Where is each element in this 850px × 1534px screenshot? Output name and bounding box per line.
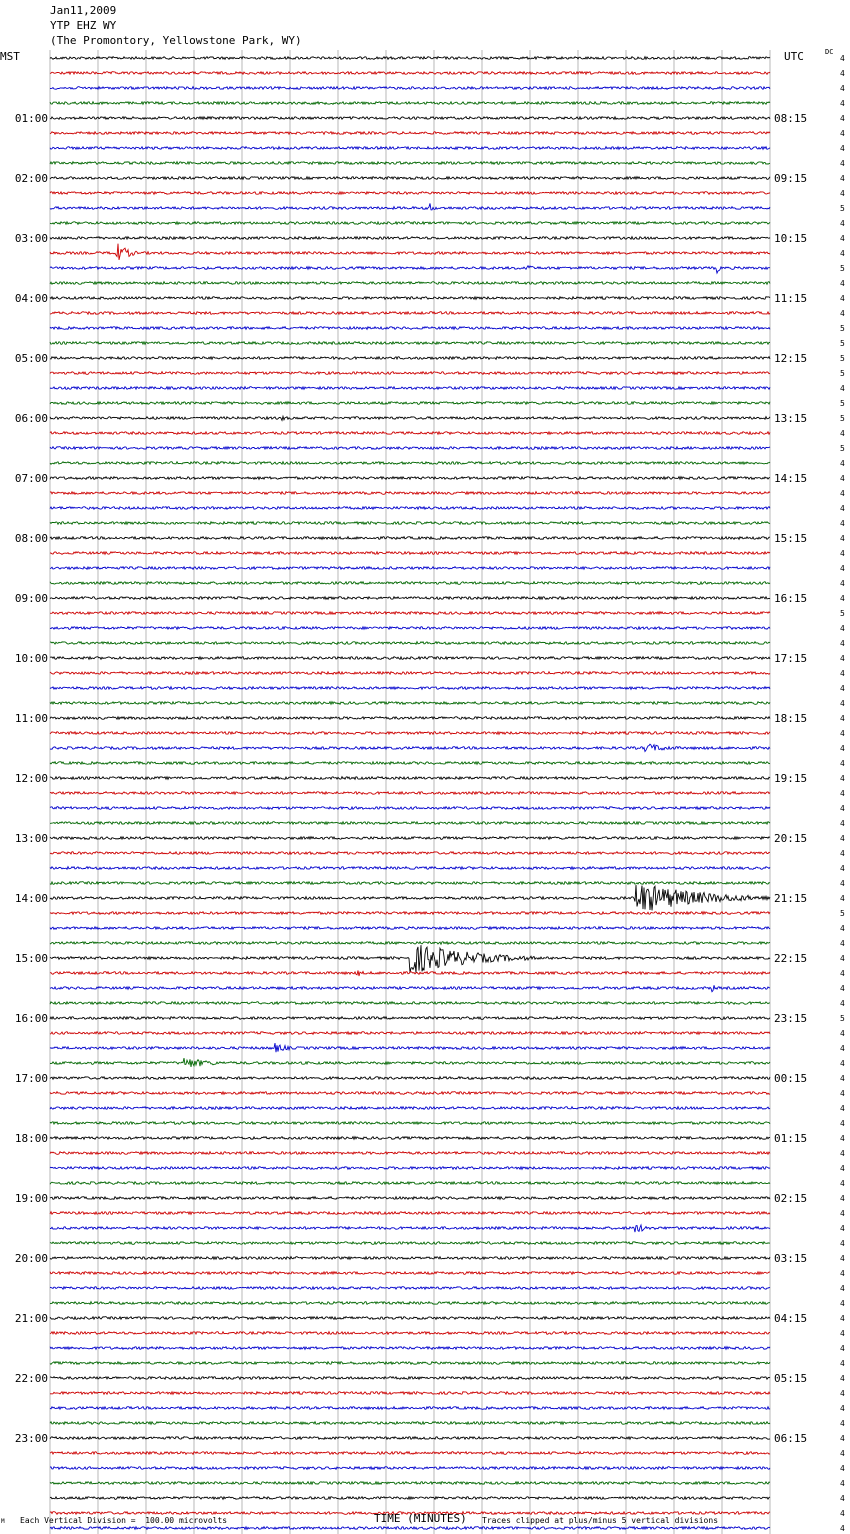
dc-offset-label: 5 <box>840 399 845 408</box>
mst-hour-label: 14:00 <box>14 892 48 905</box>
trace-line <box>50 942 770 945</box>
dc-offset-label: 4 <box>840 234 845 243</box>
utc-hour-label: 19:15 <box>774 772 808 785</box>
dc-offset-label: 4 <box>840 1119 845 1128</box>
utc-hour-label: 20:15 <box>774 832 808 845</box>
utc-hour-label: 23:15 <box>774 1012 808 1025</box>
dc-offset-label: 4 <box>840 99 845 108</box>
mst-hour-label: 20:00 <box>14 1252 48 1265</box>
dc-offset-label: 4 <box>840 1104 845 1113</box>
trace-line <box>50 507 770 510</box>
trace-line <box>50 985 770 991</box>
dc-offset-label: 5 <box>840 339 845 348</box>
trace-line <box>50 1242 770 1245</box>
dc-offset-label: 5 <box>840 609 845 618</box>
trace-line <box>50 416 770 420</box>
dc-offset-label: 4 <box>840 1059 845 1068</box>
dc-offset-label: 4 <box>840 804 845 813</box>
dc-offset-label: 4 <box>840 1434 845 1443</box>
utc-hour-label: 01:15 <box>774 1132 808 1145</box>
utc-hour-label: 11:15 <box>774 292 808 305</box>
trace-line <box>50 717 770 720</box>
dc-offset-label: 4 <box>840 1509 845 1518</box>
trace-line <box>50 1182 770 1185</box>
mst-label: MST <box>0 50 20 63</box>
dc-offset-label: 5 <box>840 444 845 453</box>
trace-line <box>50 432 770 435</box>
trace-line <box>50 912 770 915</box>
trace-line <box>50 582 770 585</box>
dc-offset-label: 4 <box>840 1164 845 1173</box>
trace-line <box>50 1043 770 1052</box>
dc-offset-label: 4 <box>840 1149 845 1158</box>
dc-offset-label: 4 <box>840 459 845 468</box>
trace-line <box>50 162 770 165</box>
dc-offset-label: 4 <box>840 144 845 153</box>
dc-offset-label: 4 <box>840 489 845 498</box>
mst-hour-label: 09:00 <box>14 592 48 605</box>
trace-line <box>50 237 770 240</box>
dc-offset-label: 4 <box>840 1494 845 1503</box>
dc-offset-label: 4 <box>840 1389 845 1398</box>
dc-offset-label: 4 <box>840 189 845 198</box>
utc-hour-label: 18:15 <box>774 712 808 725</box>
dc-offset-label: 4 <box>840 1209 845 1218</box>
date-label: Jan11,2009 <box>50 4 117 17</box>
trace-line <box>50 867 770 870</box>
mst-hour-label: 16:00 <box>14 1012 48 1025</box>
trace-line <box>50 1032 770 1035</box>
mst-hour-label: 13:00 <box>14 832 48 845</box>
trace-line <box>50 1107 770 1110</box>
dc-offset-label: 4 <box>840 159 845 168</box>
trace-line <box>50 357 770 360</box>
trace-line <box>50 777 770 780</box>
dc-offset-label: 4 <box>840 744 845 753</box>
trace-line <box>50 1077 770 1080</box>
mst-hour-label: 03:00 <box>14 232 48 245</box>
utc-hour-label: 10:15 <box>774 232 808 245</box>
mst-hour-label: 01:00 <box>14 112 48 125</box>
dc-offset-label: 4 <box>840 759 845 768</box>
mst-hour-label: 05:00 <box>14 352 48 365</box>
grid-layer <box>50 50 770 1534</box>
dc-offset-label: 4 <box>840 1089 845 1098</box>
trace-line <box>50 222 770 225</box>
trace-line <box>50 882 770 885</box>
trace-line <box>50 1017 770 1020</box>
dc-offset-label: 4 <box>840 594 845 603</box>
trace-line <box>50 657 770 660</box>
dc-offset-label: 4 <box>840 114 845 123</box>
dc-offset-label: 4 <box>840 1029 845 1038</box>
dc-offset-label: 4 <box>840 564 845 573</box>
utc-hour-label: 22:15 <box>774 952 808 965</box>
dc-offset-label: 5 <box>840 324 845 333</box>
trace-line <box>50 1497 770 1500</box>
dc-offset-label: 4 <box>840 1044 845 1053</box>
trace-line <box>50 147 770 150</box>
utc-hour-label: 21:15 <box>774 892 808 905</box>
trace-line <box>50 1167 770 1170</box>
trace-line <box>50 1482 770 1485</box>
utc-hour-label: 17:15 <box>774 652 808 665</box>
station-label: YTP EHZ WY <box>50 19 117 32</box>
utc-hour-label: 08:15 <box>774 112 808 125</box>
trace-line <box>50 1467 770 1470</box>
trace-line <box>50 762 770 765</box>
trace-line <box>50 597 770 600</box>
trace-line <box>50 642 770 645</box>
trace-line <box>50 1302 770 1305</box>
corner-mark: M <box>1 1518 5 1525</box>
dc-offset-label: 4 <box>840 924 845 933</box>
utc-hour-label: 04:15 <box>774 1312 808 1325</box>
trace-line <box>50 612 770 615</box>
dc-offset-label: 5 <box>840 369 845 378</box>
trace-line <box>50 1347 770 1350</box>
utc-label: UTC <box>784 50 804 63</box>
trace-line <box>50 312 770 315</box>
trace-line <box>50 1437 770 1440</box>
dc-offset-label: 4 <box>840 1524 845 1533</box>
dc-offset-label: 4 <box>840 279 845 288</box>
utc-hour-label: 03:15 <box>774 1252 808 1265</box>
trace-line <box>50 537 770 540</box>
dc-offset-label: 4 <box>840 624 845 633</box>
trace-line <box>50 945 770 973</box>
trace-line <box>50 203 770 210</box>
dc-offset-label: 4 <box>840 219 845 228</box>
trace-line <box>50 1058 770 1067</box>
trace-line <box>50 244 770 260</box>
trace-line <box>50 1362 770 1365</box>
dc-offset-label: 4 <box>840 1344 845 1353</box>
dc-offset-label: 4 <box>840 504 845 513</box>
dc-offset-label: 4 <box>840 549 845 558</box>
dc-offset-label: 4 <box>840 1284 845 1293</box>
utc-hour-label: 09:15 <box>774 172 808 185</box>
trace-line <box>50 177 770 180</box>
trace-line <box>50 702 770 705</box>
dc-offset-label: 5 <box>840 909 845 918</box>
dc-offset-label: 4 <box>840 999 845 1008</box>
dc-offset-label: 4 <box>840 774 845 783</box>
dc-offset-label: 4 <box>840 879 845 888</box>
dc-offset-label: 4 <box>840 1329 845 1338</box>
trace-line <box>50 1287 770 1290</box>
trace-line <box>50 87 770 90</box>
trace-line <box>50 132 770 135</box>
trace-line <box>50 387 770 390</box>
trace-line <box>50 1137 770 1140</box>
trace-line <box>50 117 770 120</box>
dc-offset-label: 4 <box>840 384 845 393</box>
dc-offset-label: 4 <box>840 54 845 63</box>
dc-offset-label: 4 <box>840 789 845 798</box>
trace-line <box>50 492 770 495</box>
dc-offset-label: 4 <box>840 1239 845 1248</box>
dc-offset-label: 4 <box>840 579 845 588</box>
utc-hour-label: 13:15 <box>774 412 808 425</box>
dc-offset-label: 4 <box>840 654 845 663</box>
trace-line <box>50 342 770 345</box>
trace-line <box>50 1407 770 1410</box>
trace-line <box>50 282 770 285</box>
trace-line <box>50 852 770 855</box>
trace-line <box>50 807 770 810</box>
trace-line <box>50 1317 770 1320</box>
dc-offset-label: 4 <box>840 534 845 543</box>
dc-offset-label: 4 <box>840 249 845 258</box>
trace-line <box>50 1092 770 1095</box>
dc-offset-label: 4 <box>840 1464 845 1473</box>
dc-offset-label: 4 <box>840 84 845 93</box>
trace-line <box>50 266 770 273</box>
trace-line <box>50 552 770 555</box>
dc-offset-label: 4 <box>840 1074 845 1083</box>
dc-offset-label: 4 <box>840 1194 845 1203</box>
trace-line <box>50 402 770 405</box>
trace-line <box>50 885 770 910</box>
trace-line <box>50 477 770 480</box>
clip-note: Traces clipped at plus/minus 5 vertical divisions <box>482 1516 719 1525</box>
dc-offset-label: 4 <box>840 1134 845 1143</box>
dc-offset-label: 4 <box>840 834 845 843</box>
trace-line <box>50 1452 770 1455</box>
dc-offset-label: 4 <box>840 519 845 528</box>
x-axis-title: TIME (MINUTES) <box>374 1512 467 1525</box>
trace-line <box>50 462 770 465</box>
dc-offset-label: 4 <box>840 1254 845 1263</box>
mst-hour-label: 06:00 <box>14 412 48 425</box>
dc-offset-label: 4 <box>840 69 845 78</box>
trace-line <box>50 522 770 525</box>
mst-hour-label: 04:00 <box>14 292 48 305</box>
dc-offset-label: 4 <box>840 729 845 738</box>
trace-line <box>50 822 770 825</box>
mst-hour-label: 23:00 <box>14 1432 48 1445</box>
dc-label: DC <box>825 48 834 56</box>
utc-hour-label: 16:15 <box>774 592 808 605</box>
trace-line <box>50 372 770 375</box>
dc-offset-label: 4 <box>840 1224 845 1233</box>
trace-line <box>50 192 770 195</box>
trace-line <box>50 1332 770 1335</box>
dc-offset-label: 4 <box>840 1449 845 1458</box>
utc-hour-label: 05:15 <box>774 1372 808 1385</box>
trace-line <box>50 1272 770 1275</box>
dc-offset-label: 4 <box>840 864 845 873</box>
mst-hour-label: 07:00 <box>14 472 48 485</box>
dc-offset-label: 4 <box>840 1299 845 1308</box>
trace-line <box>50 1152 770 1155</box>
trace-line <box>50 1257 770 1260</box>
trace-line <box>50 927 770 930</box>
dc-offset-label: 4 <box>840 129 845 138</box>
trace-line <box>50 72 770 75</box>
dc-offset-label: 4 <box>840 294 845 303</box>
trace-line <box>50 1527 770 1530</box>
dc-offset-label: 4 <box>840 1359 845 1368</box>
trace-line <box>50 1225 770 1232</box>
utc-hour-label: 00:15 <box>774 1072 808 1085</box>
dc-offset-label: 5 <box>840 354 845 363</box>
dc-offset-label: 4 <box>840 699 845 708</box>
dc-offset-label: 4 <box>840 1404 845 1413</box>
trace-line <box>50 1422 770 1425</box>
dc-offset-label: 4 <box>840 1269 845 1278</box>
trace-line <box>50 297 770 300</box>
trace-layer <box>50 57 770 1534</box>
trace-line <box>50 1197 770 1200</box>
dc-offset-label: 4 <box>840 1314 845 1323</box>
trace-line <box>50 327 770 330</box>
dc-offset-label: 4 <box>840 174 845 183</box>
dc-offset-label: 4 <box>840 429 845 438</box>
mst-hour-label: 15:00 <box>14 952 48 965</box>
division-note: Each Vertical Division = 100.00 microvolts <box>20 1516 228 1525</box>
location-label: (The Promontory, Yellowstone Park, WY) <box>50 34 302 47</box>
trace-line <box>50 837 770 840</box>
trace-line <box>50 57 770 60</box>
dc-offset-label: 4 <box>840 954 845 963</box>
utc-hour-label: 02:15 <box>774 1192 808 1205</box>
dc-offset-label: 4 <box>840 1479 845 1488</box>
dc-offset-label: 4 <box>840 474 845 483</box>
dc-offset-label: 4 <box>840 939 845 948</box>
dc-offset-label: 4 <box>840 1419 845 1428</box>
dc-offset-label: 5 <box>840 204 845 213</box>
mst-hour-label: 02:00 <box>14 172 48 185</box>
utc-hour-label: 12:15 <box>774 352 808 365</box>
trace-line <box>50 1377 770 1380</box>
trace-line <box>50 567 770 570</box>
dc-offset-label: 4 <box>840 819 845 828</box>
trace-line <box>50 627 770 630</box>
dc-offset-label: 5 <box>840 264 845 273</box>
trace-line <box>50 672 770 675</box>
mst-hour-label: 18:00 <box>14 1132 48 1145</box>
mst-hour-label: 08:00 <box>14 532 48 545</box>
dc-offset-label: 4 <box>840 1179 845 1188</box>
mst-hour-label: 12:00 <box>14 772 48 785</box>
trace-line <box>50 1212 770 1215</box>
dc-offset-label: 4 <box>840 894 845 903</box>
dc-offset-label: 4 <box>840 669 845 678</box>
trace-line <box>50 744 770 751</box>
dc-offset-label: 4 <box>840 1374 845 1383</box>
trace-line <box>50 102 770 105</box>
mst-hour-label: 21:00 <box>14 1312 48 1325</box>
utc-hour-label: 15:15 <box>774 532 808 545</box>
mst-hour-label: 19:00 <box>14 1192 48 1205</box>
trace-line <box>50 687 770 690</box>
mst-hour-label: 10:00 <box>14 652 48 665</box>
utc-hour-label: 14:15 <box>774 472 808 485</box>
utc-hour-label: 06:15 <box>774 1432 808 1445</box>
dc-offset-label: 4 <box>840 639 845 648</box>
mst-hour-label: 22:00 <box>14 1372 48 1385</box>
dc-offset-label: 4 <box>840 714 845 723</box>
trace-line <box>50 447 770 450</box>
dc-offset-label: 4 <box>840 969 845 978</box>
trace-line <box>50 1002 770 1005</box>
trace-line <box>50 1122 770 1125</box>
trace-line <box>50 1392 770 1395</box>
dc-offset-label: 4 <box>840 984 845 993</box>
dc-offset-label: 5 <box>840 414 845 423</box>
dc-offset-label: 4 <box>840 309 845 318</box>
mst-hour-label: 11:00 <box>14 712 48 725</box>
trace-line <box>50 732 770 735</box>
dc-offset-label: 5 <box>840 1014 845 1023</box>
dc-offset-label: 4 <box>840 684 845 693</box>
dc-offset-label: 4 <box>840 849 845 858</box>
mst-hour-label: 17:00 <box>14 1072 48 1085</box>
trace-line <box>50 792 770 795</box>
